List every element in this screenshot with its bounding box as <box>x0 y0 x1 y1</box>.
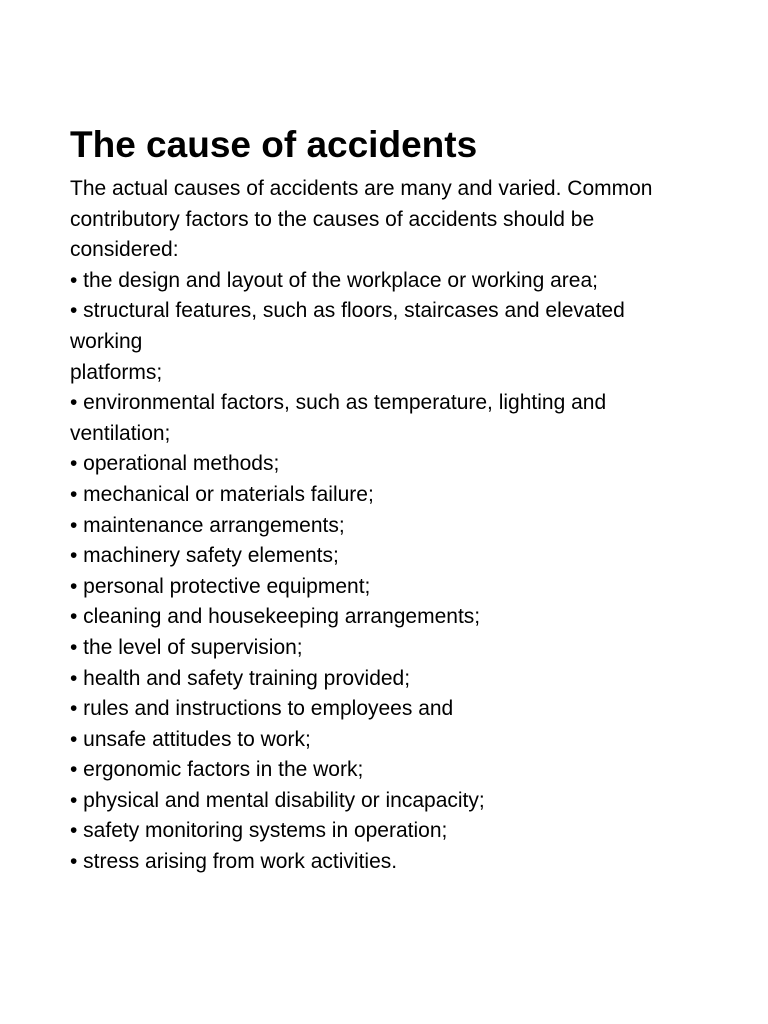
list-item: • environmental factors, such as temperature, lighting and <box>70 391 607 415</box>
list-item-continuation: platforms; <box>70 360 163 384</box>
list-item-continuation: working <box>70 329 143 353</box>
list-item: • rules and instructions to employees and <box>70 697 454 721</box>
list-item: • structural features, such as floors, staircases and elevated <box>70 299 625 323</box>
list-item: • physical and mental disability or incapacity; <box>70 788 485 812</box>
list-item: • cleaning and housekeeping arrangements; <box>70 605 481 629</box>
list-item: • mechanical or materials failure; <box>70 482 374 506</box>
body-text <box>70 174 750 878</box>
list-item: • operational methods; <box>70 452 280 476</box>
list-item: • safety monitoring systems in operation; <box>70 819 448 843</box>
list-item: • personal protective equipment; <box>70 574 371 598</box>
list-item: • stress arising from work activities. <box>70 850 398 874</box>
list-item: • unsafe attitudes to work; <box>70 727 311 751</box>
intro-line-1: The actual causes of accidents are many and varied. Common <box>70 177 653 200</box>
list-item: • the level of supervision; <box>70 635 303 659</box>
document-page <box>70 122 750 878</box>
list-item-continuation: ventilation; <box>70 421 171 445</box>
list-item: • the design and layout of the workplace or working area; <box>70 268 598 292</box>
intro-line-3: considered: <box>70 238 179 262</box>
page-title: The cause of accidents <box>70 124 478 165</box>
list-item: • health and safety training provided; <box>70 666 411 690</box>
list-item: • maintenance arrangements; <box>70 513 345 537</box>
list-item: • ergonomic factors in the work; <box>70 758 364 782</box>
list-item: • machinery safety elements; <box>70 544 339 568</box>
intro-line-2: contributory factors to the causes of accidents should be <box>70 207 595 231</box>
